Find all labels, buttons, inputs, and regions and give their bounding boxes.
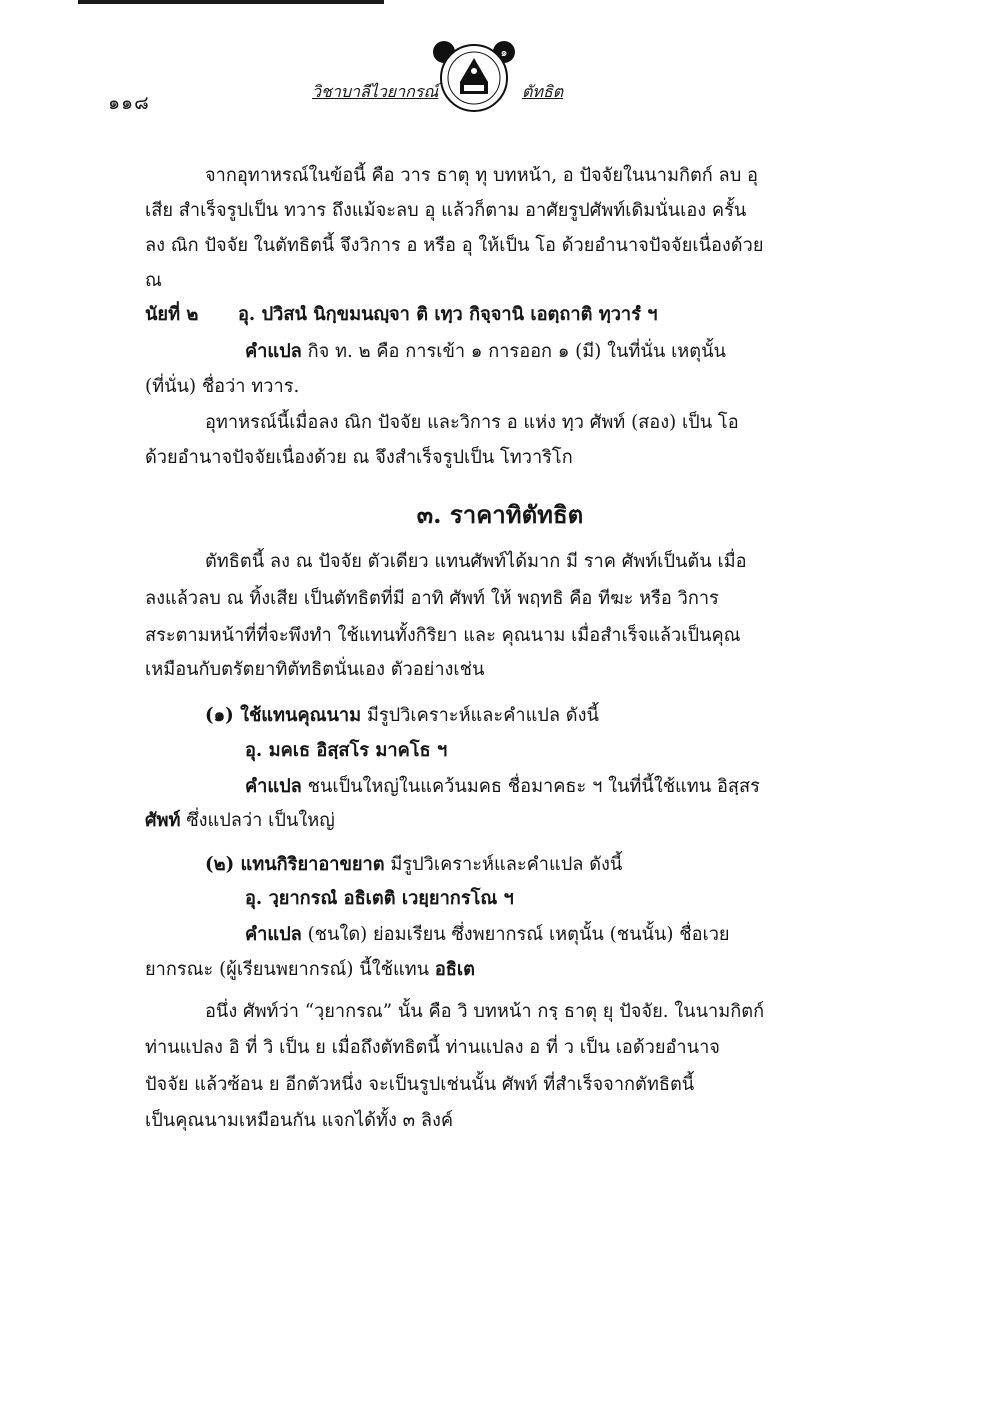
naya-2-translation-text: กิจ ท. ๒ คือ การเข้า ๑ การออก ๑ (มี) ในที่นั่น เหตุนั้น — [307, 341, 726, 362]
section-heading: ๓. ราคาทิตัทธิต — [416, 500, 584, 529]
item-2-translation-line-2 — [145, 955, 855, 985]
paragraph-1-line-4: ณ — [145, 270, 162, 291]
paragraph-2-line-1: อุทาหรณ์นี้เมื่อลง ณิก ปัจจัย และวิการ อ แห่ง ทฺว ศัพท์ (สอง) เป็น โอ — [205, 412, 739, 433]
item-2-heading-bold: (๒) แทนกิริยาอาขยาต — [205, 854, 385, 875]
item-2-heading — [205, 850, 855, 880]
item-1-translation-line-1 — [245, 772, 855, 802]
running-title-left: วิชาบาลีไวยากรณ์ — [312, 82, 439, 101]
naya-2-label: นัยที่ ๒ — [145, 304, 199, 325]
top-edge-rule — [78, 0, 384, 4]
item-1-heading — [205, 701, 855, 731]
paragraph-4-line-4: เป็นคุณนามเหมือนกัน แจกได้ทั้ง ๓ ลิงค์ — [145, 1110, 454, 1131]
naya-2-translation-line-1 — [245, 337, 855, 367]
translation-label: คำแปล — [245, 924, 302, 945]
svg-text:๑: ๑ — [500, 46, 508, 59]
paragraph-2-line-2: ด้วยอำนาจปัจจัยเนื่องด้วย ณ จึงสำเร็จรูปเป็น โทวาริโก — [145, 447, 573, 468]
item-1-heading-rest: มีรูปวิเคราะห์และคำแปล ดังนี้ — [361, 705, 599, 726]
naya-2-example: อุ. ปวิสนํ นิกฺขมนญฺจา ติ เทฺว กิจฺจานิ เอตฺถาติ ทฺวารํ ฯ — [238, 304, 658, 325]
paragraph-3-line-1: ตัทธิตนี้ ลง ณ ปัจจัย ตัวเดียว แทนศัพท์ได้มาก มี ราค ศัพท์เป็นต้น เมื่อ — [205, 551, 747, 572]
naya-2-line — [145, 300, 855, 330]
item-2-example: อุ. วฺยากรณํ อธิเตติ เวยฺยากรโณ ฯ — [245, 888, 514, 909]
paragraph-3-line-4: เหมือนกับตรัตยาทิตัทธิตนั่นเอง ตัวอย่างเช่น — [145, 659, 485, 680]
item-1-translation-rest: ซึ่งแปลว่า เป็นใหญ่ — [180, 810, 335, 831]
running-title-right: ตัทธิต — [522, 82, 564, 101]
item-2-translation-bold: อธิเต — [434, 959, 475, 980]
naya-2-translation-line-2: (ที่นั่น) ชื่อว่า ทวาร. — [145, 376, 300, 397]
paragraph-4-line-1: อนึ่ง ศัพท์ว่า “วฺยากรณ” นั้น คือ วิ บทหน้า กรฺ ธาตุ ยุ ปัจจัย. ในนามกิตก์ — [205, 1001, 765, 1022]
paragraph-4-line-3: ปัจจัย แล้วซ้อน ย อีกตัวหนึ่ง จะเป็นรูปเช่นนั้น ศัพท์ ที่สำเร็จจากตัทธิตนี้ — [145, 1074, 695, 1095]
item-1-example: อุ. มคเธ อิสฺสโร มาคโธ ฯ — [245, 740, 448, 761]
paragraph-1-line-3: ลง ณิก ปัจจัย ในตัทธิตนี้ จึงวิการ อ หรือ อุ ให้เป็น โอ ด้วยอำนาจปัจจัยเนื่องด้วย — [145, 235, 764, 256]
item-2-translation-rest: ยากรณะ (ผู้เรียนพยากรณ์) นี้ใช้แทน — [145, 959, 435, 980]
item-1-translation-bold: ศัพท์ — [145, 810, 181, 831]
item-1-translation-line-2 — [145, 806, 855, 836]
item-1-translation-text: ชนเป็นใหญ่ในแคว้นมคธ ชื่อมาคธะ ฯ ในที่นี้ใช้แทน อิสฺสร — [301, 776, 760, 797]
translation-label: คำแปล — [245, 776, 302, 797]
paragraph-1-line-1: จากอุทาหรณ์ในข้อนี้ คือ วาร ธาตุ ทุ บทหน้า, อ ปัจจัยในนามกิตก์ ลบ อุ — [205, 165, 758, 186]
page-number: ๑๑๘ — [108, 92, 150, 114]
item-2-translation-text: (ชนใด) ย่อมเรียน ซึ่งพยากรณ์ เหตุนั้น (ชนนั้น) ชื่อเวย — [301, 924, 730, 945]
item-2-heading-rest: มีรูปวิเคราะห์และคำแปล ดังนี้ — [384, 854, 623, 875]
item-1-heading-bold: (๑) ใช้แทนคุณนาม — [205, 705, 362, 726]
paragraph-4-line-2: ท่านแปลง อิ ที่ วิ เป็น ย เมื่อถึงตัทธิตนี้ ท่านแปลง อ ที่ ว เป็น เอด้วยอำนาจ — [145, 1037, 720, 1058]
paragraph-3-line-2: ลงแล้วลบ ณ ทิ้งเสีย เป็นตัทธิตที่มี อาทิ ศัพท์ ให้ พฤทธิ คือ ทีฆะ หรือ วิการ — [145, 588, 719, 609]
paragraph-1-line-2: เสีย สำเร็จรูปเป็น ทวาร ถึงแม้จะลบ อุ แล้วก็ตาม อาศัยรูปศัพท์เดิมนั่นเอง ครั้น — [145, 200, 747, 221]
translation-label: คำแปล — [245, 341, 302, 362]
item-2-translation-line-1 — [245, 920, 855, 950]
paragraph-3-line-3: สระตามหน้าที่ที่จะพึงทำ ใช้แทนทั้งกิริยา และ คุณนาม เมื่อสำเร็จแล้วเป็นคุณ — [145, 625, 741, 646]
seal-emblem-icon — [430, 38, 518, 116]
